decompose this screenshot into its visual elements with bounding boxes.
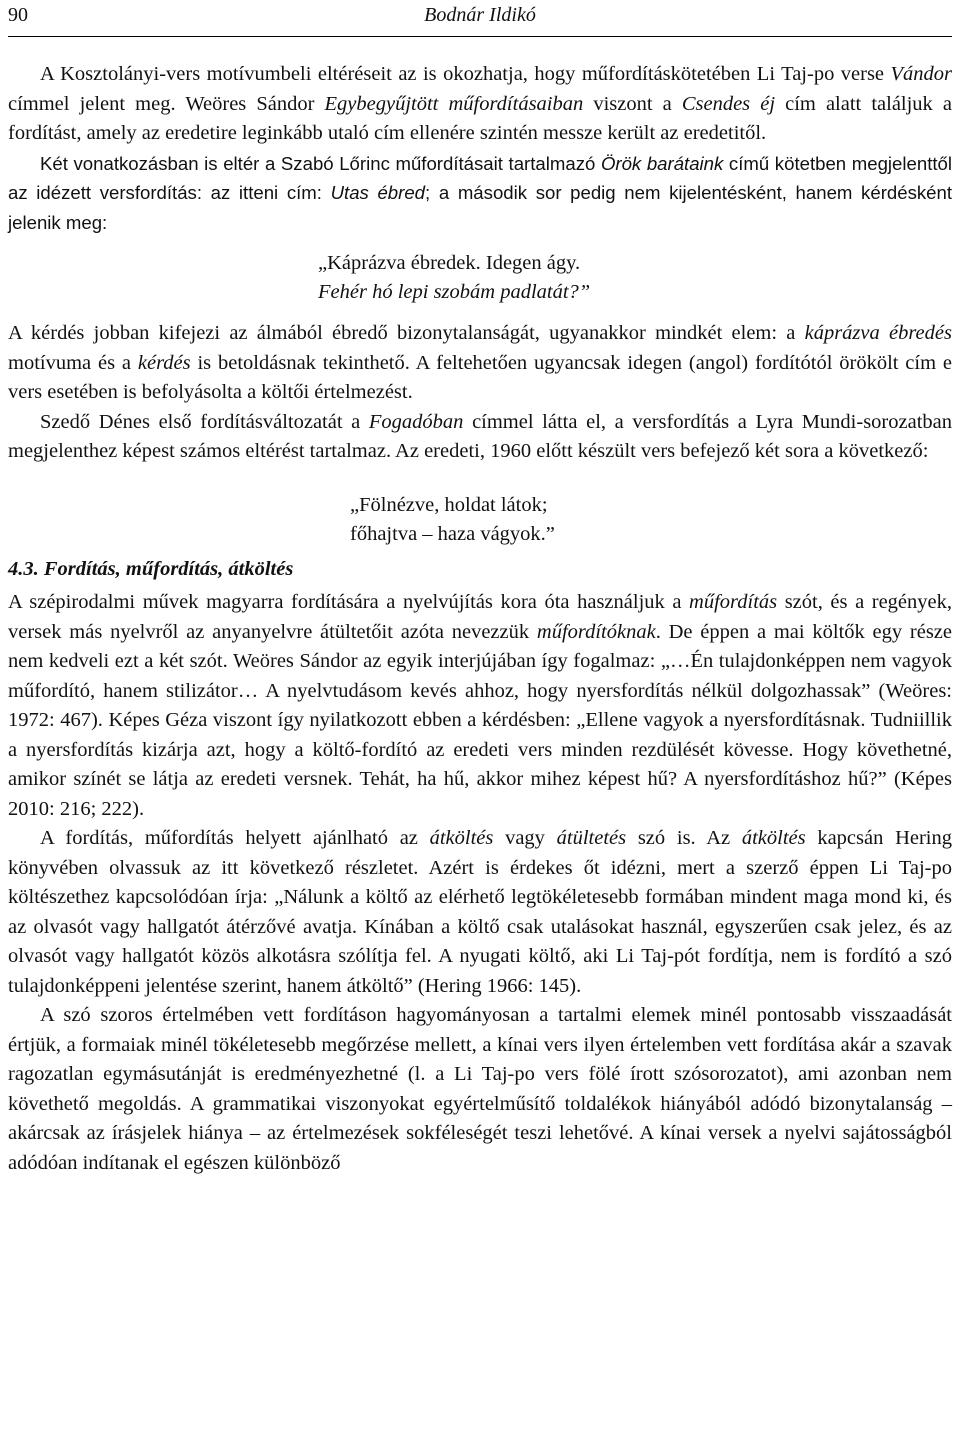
text-run: A fordítás, műfordítás helyett ajánlható az [40, 827, 430, 849]
running-head-author: Bodnár Ildikó [424, 4, 536, 26]
italic-term: műfordítóknak [536, 620, 656, 643]
section-heading: 4.3. Fordítás, műfordítás, átköltés [8, 557, 294, 580]
text-run: szót, és a regények, versek más nyelvről az anyanyelvre átültetőit azóta nevezzük [8, 591, 953, 643]
verse-quote-1 [8, 249, 952, 307]
paragraph-1 [8, 60, 952, 149]
italic-title: Fogadóban [368, 410, 464, 433]
text-run: ; a második sor pedig nem kijelentésként, hanem kérdésként jelenik meg: [8, 182, 953, 233]
italic-term: műfordítás [689, 591, 778, 613]
text-run: viszont a [583, 92, 682, 115]
page-header [8, 0, 952, 37]
body-text [8, 60, 952, 1178]
text-run: kapcsán Hering könyvében olvassuk az itt következő részletet. Azért is érdekes őt idézni, mert a szerző éppen Li Taj-po költészethez kapcsolódóan írja: „Nálunk a költő az elérhető legtökéletesebb formában mindent maga mond ki, és az olvasót vagy hallgatót átérzővé avatja. Kínában a költő csak utalásokat használ, egyszerűen csak jelez, és az olvasót vagy hallgatót közös alkotásra szólítja fel. A nyugati költő, aki Li Taj-pót fordítja, nem is fordító a szó tulajdonképpeni jelentése szerint, hanem átköltő” (Hering 1966: 145). [8, 827, 952, 997]
verse-quote-2 [8, 491, 952, 549]
text-run: motívuma és a [8, 351, 138, 374]
text-run: . De éppen a mai költők egy része nem kedveli ezt a két szót. Weöres Sándor az egyik interjújában így fogalmaz: „…Én tulajdonképpen nem vagyok műfordító, hanem stilizátor… A nyelvtudásom kevés ahhoz, hogy nyersfordítás nélkül dolgozhassak” (Weöres: 1972: 467). Képes Géza viszont így nyilatkozott ebben a kérdésben: „Ellene vagyok a nyersfordításnak. Tudniillik a nyersfordítás kizárja azt, hogy a költő-fordító az eredeti vers minden rezdülését kövesse. Hogy követhetné, amikor színét se látja az eredeti versnek. Tehát, ha hű, akkor mihez képest hű? A nyersfordításhoz hű?” (Képes 2010: 216; 222). [8, 620, 953, 820]
italic-term: átköltés [741, 827, 806, 849]
italic-term: átköltés [429, 827, 494, 849]
italic-term: kérdés [137, 351, 191, 374]
text-run: Szedő Dénes első fordításváltozatát a [40, 410, 369, 433]
italic-term: káprázva ébredés [804, 322, 952, 344]
text-run: címmel látta el, a versfordítás a Lyra Mundi-sorozatban megjelenthez képest számos eltérést tartalmaz. Az eredeti, 1960 előtt készült vers befejező két sora a következő: [8, 410, 952, 462]
text-run: vagy [493, 827, 557, 849]
verse-line: „Káprázva ébredek. Idegen ágy. [318, 252, 581, 274]
text-run: címmel jelent meg. Weöres Sándor [8, 92, 325, 115]
paragraph-7: A szó szoros értelmében vett fordításon hagyományosan a tartalmi elemek minél pontosabb visszaadását értjük, a formaiak minél tökéletesebb megőrzése mellett, a kínai vers ilyen értelemben vett fordítása akár a szavak ragozatlan egymásutánját is eredményezhetné (l. a Li Taj-po vers fölé írott szósorozatot), ami azonban nem követhető megoldás. A grammatikai viszonyokat egyértelműsítő toldalékok hiányából adódó bizonytalanság – akárcsak az írásjelek hiánya – az értelmezések sokféleségét teszi lehetővé. A kínai versek a nyelvi sajátosságból adódóan indítanak el egészen különböző [8, 1004, 952, 1174]
text-run: cím alatt találjuk a fordítást, amely az eredetire leginkább utaló cím ellenére szintén messze került az eredetitől. [8, 92, 952, 144]
verse-line-italic: Fehér hó lepi szobám padlatát?” [318, 281, 591, 303]
verse-line: „Fölnézve, holdat látok; [350, 493, 548, 516]
text-run: Két vonatkozásban is eltér a Szabó Lőrinc műfordításait tartalmazó [40, 152, 601, 174]
paragraph-6 [8, 824, 952, 1001]
text-run: A szépirodalmi művek magyarra fordítására a nyelvújítás kora óta használjuk a [8, 591, 690, 613]
paragraph-2 [8, 149, 952, 238]
paragraph-3 [8, 319, 952, 408]
page-number: 90 [8, 4, 28, 26]
italic-title: Utas ébred [330, 182, 426, 203]
text-run: A kérdés jobban kifejezi az álmából ébredő bizonytalanságát, ugyanakkor mindkét elem: a [8, 322, 805, 344]
text-run: A Kosztolányi-vers motívumbeli eltéréseit az is okozhatja, hogy műfordításkötetében Li Taj-po verse [40, 63, 891, 85]
italic-term: átültetés [556, 827, 627, 849]
italic-title: Csendes éj [681, 92, 776, 115]
italic-title: Egybegyűjtött műfordításaiban [324, 92, 584, 115]
italic-title: Örök barátaink [600, 152, 724, 174]
italic-title: Vándor [890, 63, 952, 85]
text-run: című kötetben megjelenttől az idézett versfordítás: az itteni cím: [8, 152, 952, 203]
paragraph-5 [8, 588, 952, 824]
verse-line: főhajtva – haza vágyok.” [350, 522, 555, 545]
text-run: szó is. Az [626, 827, 742, 849]
text-run: is betoldásnak tekinthető. A feltehetően ugyancsak idegen (angol) fordítótól örökölt cím e vers esetében is befolyásolta a költői értelmezést. [8, 351, 953, 403]
paragraph-4 [8, 408, 952, 467]
